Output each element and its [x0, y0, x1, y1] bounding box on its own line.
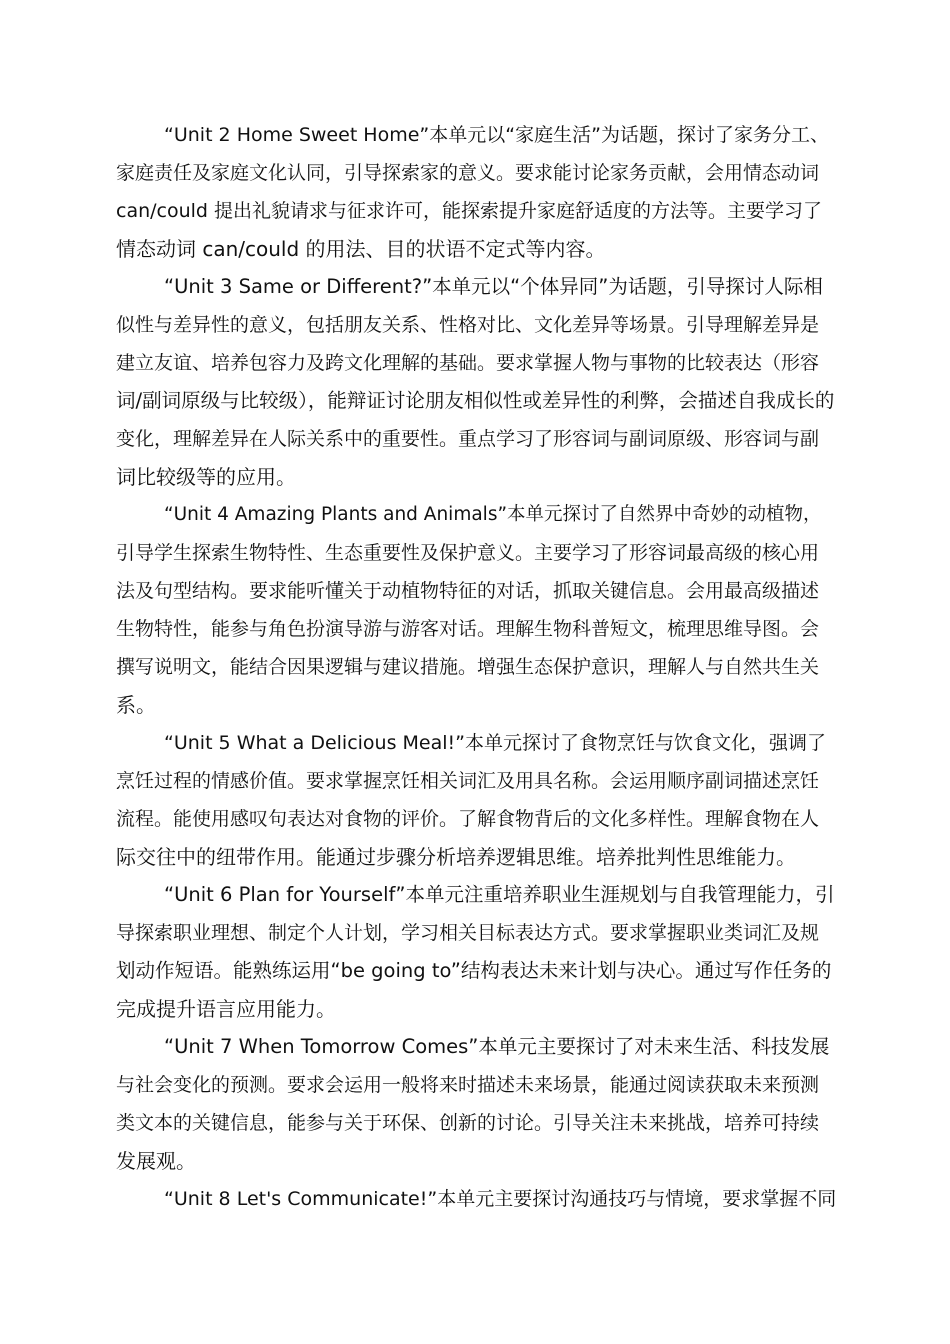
text-line: can/could 提出礼貌请求与征求许可，能探索提升家庭舒适度的方法等。主要学习了 [116, 200, 823, 222]
text-line: 似性与差异性的意义，包括朋友关系、性格对比、文化差异等场景。引导理解差异是 [116, 314, 820, 336]
text-line: 情态动词 can/could 的用法、目的状语不定式等内容。 [116, 237, 606, 261]
text-line: 发展观。 [116, 1149, 196, 1173]
text-line: 类文本的关键信息，能参与关于环保、创新的讨论。引导关注未来挑战，培养可持续 [116, 1112, 820, 1134]
text-line: “Unit 2 Home Sweet Home”本单元以“家庭生活”为话题，探讨了家务分工、 [164, 124, 829, 146]
text-line: 划动作短语。能熟练运用“be going to”结构表达未来计划与决心。通过写作任务的 [116, 959, 832, 982]
text-line: “Unit 3 Same or Different?”本单元以“个体异同”为话题，引导探讨人际相 [164, 275, 823, 298]
text-line: 词/副词原级与比较级），能辩证讨论朋友相似性或差异性的利弊，会描述自我成长的 [116, 389, 835, 412]
text-line: 变化，理解差异在人际关系中的重要性。重点学习了形容词与副词原级、形容词与副 [116, 428, 820, 450]
text-line: “Unit 7 When Tomorrow Comes”本单元主要探讨了对未来生活、科技发展 [164, 1035, 830, 1058]
text-line: 导探索职业理想、制定个人计划，学习相关目标表达方式。要求掌握职业类词汇及规 [116, 922, 820, 944]
text-line: “Unit 6 Plan for Yourself”本单元注重培养职业生涯规划与自我管理能力，引 [164, 883, 835, 906]
text-line: “Unit 4 Amazing Plants and Animals”本单元探讨了自然界中奇妙的动植物， [164, 504, 822, 525]
text-line: 完成提升语言应用能力。 [116, 997, 336, 1021]
text-line: 词比较级等的应用。 [116, 465, 296, 489]
text-line: “Unit 5 What a Delicious Meal!”本单元探讨了食物烹饪与饮食文化，强调了 [164, 732, 827, 754]
text-line: 流程。能使用感叹句表达对食物的评价。了解食物背后的文化多样性。理解食物在人 [116, 808, 820, 830]
text-line: 与社会变化的预测。要求会运用一般将来时描述未来场景，能通过阅读获取未来预测 [116, 1074, 820, 1096]
text-line: 烹饪过程的情感价值。要求掌握烹饪相关词汇及用具名称。会运用顺序副词描述烹饪 [116, 770, 820, 792]
text-line: 家庭责任及家庭文化认同，引导探索家的意义。要求能讨论家务贡献，会用情态动词 [116, 162, 820, 184]
text-line: 撰写说明文，能结合因果逻辑与建议措施。增强生态保护意识，理解人与自然共生关 [116, 656, 820, 678]
text-line: 系。 [116, 693, 156, 717]
text-line: 引导学生探索生物特性、生态重要性及保护意义。主要学习了形容词最高级的核心用 [116, 542, 820, 564]
text-line: “Unit 8 Let's Communicate!”本单元主要探讨沟通技巧与情境，要求掌握不同 [164, 1188, 837, 1210]
text-line: 法及句型结构。要求能听懂关于动植物特征的对话，抓取关键信息。会用最高级描述 [116, 580, 820, 602]
text-line: 际交往中的纽带作用。能通过步骤分析培养逻辑思维。培养批判性思维能力。 [116, 845, 796, 869]
text-line: 建立友谊、培养包容力及跨文化理解的基础。要求掌握人物与事物的比较表达（形容 [116, 352, 820, 374]
text-line: 生物特性，能参与角色扮演导游与游客对话。理解生物科普短文，梳理思维导图。会 [116, 618, 820, 640]
